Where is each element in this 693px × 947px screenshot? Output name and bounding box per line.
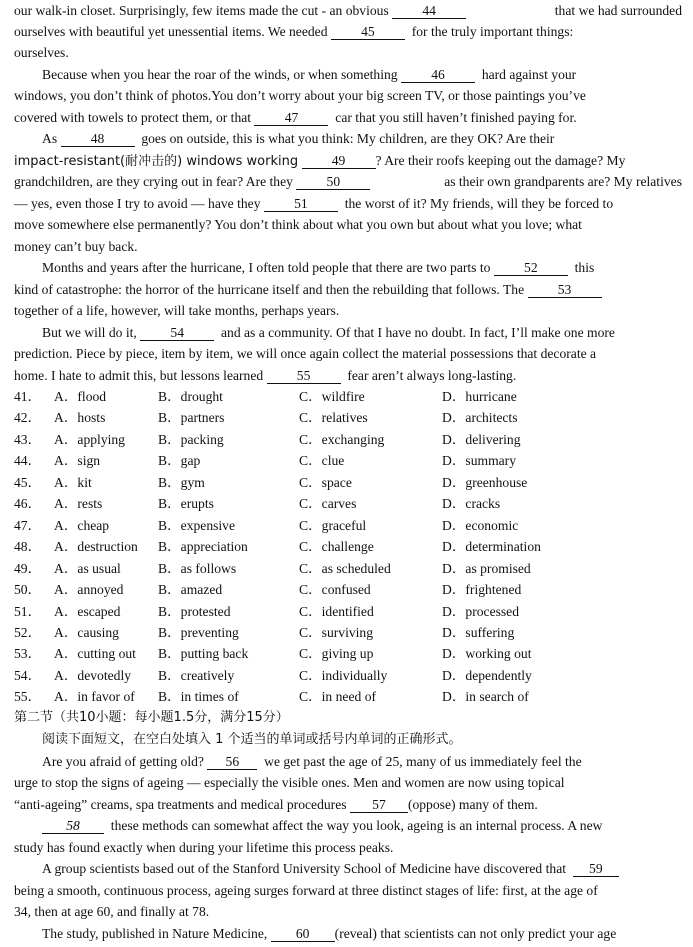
passage-line: — yes, even those I try to avoid — have they 51 the worst of it? My friends, will they be forced to [14, 196, 614, 211]
blank-47: 47 [254, 110, 328, 126]
option-a: A．cutting out [54, 646, 136, 662]
option-c: C．individually [299, 667, 388, 683]
option-d: D．processed [442, 603, 520, 619]
passage-line: “anti-ageing” creams, spa treatments and medical procedures 57 (oppose) many of them. [14, 797, 538, 812]
blank-57: 57 [350, 797, 408, 813]
option-d: D．determination [442, 539, 541, 555]
blank-58: 58 [42, 818, 104, 834]
option-d: D．frightened [442, 582, 522, 598]
option-a: A．rests [54, 496, 103, 512]
option-d: D．delivering [442, 431, 521, 447]
option-a: A．escaped [54, 603, 121, 619]
option-c: C．identified [299, 603, 374, 619]
option-b: B．in times of [158, 689, 239, 705]
option-b: B．expensive [158, 517, 236, 533]
option-b: B．appreciation [158, 539, 248, 555]
section-heading: 第二节（共10小题：每小题1.5分，满分15分） [14, 710, 289, 725]
question-number: 48． [14, 539, 42, 555]
option-c: C．relatives [299, 410, 368, 426]
option-b: B．drought [158, 389, 223, 404]
passage-line: urge to stop the signs of ageing — especially the visible ones. Men and women are now using topical [14, 775, 565, 790]
option-b: B．putting back [158, 646, 249, 662]
option-d: D．economic [442, 517, 519, 533]
option-row [14, 386, 686, 408]
blank-51: 51 [264, 196, 338, 212]
option-d: D．dependently [442, 667, 532, 683]
option-a: A．kit [54, 474, 92, 490]
option-c: C．surviving [299, 624, 374, 640]
option-b: B．as follows [158, 560, 237, 576]
option-row [14, 686, 686, 708]
blank-44: 44 [392, 3, 466, 19]
option-b: B．partners [158, 410, 225, 426]
option-d: D．cracks [442, 496, 501, 512]
passage-line: grandchildren, are they crying out in fear? Are they 50 as their own grandparents are? My relatives [14, 174, 682, 189]
passage-line: A group scientists based out of the Stanford University School of Medicine have discovered that 59 [14, 858, 619, 879]
question-number: 53． [14, 646, 42, 662]
option-d: D．hurricane [442, 389, 517, 404]
option-row [14, 472, 686, 494]
option-b: B．amazed [158, 582, 223, 598]
question-number: 41． [14, 389, 42, 404]
option-row [14, 622, 686, 644]
option-a: A．sign [54, 453, 101, 469]
option-b: B．erupts [158, 496, 214, 512]
option-row [14, 601, 686, 623]
question-number: 55． [14, 689, 42, 705]
option-row [14, 643, 686, 665]
passage-line: 58 these methods can somewhat affect the way you look, ageing is an internal process. A new [14, 815, 602, 836]
blank-49: 49 [302, 153, 376, 169]
option-c: C．as scheduled [299, 560, 391, 576]
question-number: 46． [14, 496, 42, 512]
option-c: C．clue [299, 453, 345, 469]
option-b: B．gym [158, 474, 205, 490]
option-a: A．devotedly [54, 667, 132, 683]
passage-line: But we will do it, 54 and as a community. Of that I have no doubt. In fact, I’ll make one more [42, 325, 615, 340]
blank-56: 56 [207, 754, 257, 770]
option-a: A．annoyed [54, 582, 124, 598]
blank-60: 60 [271, 926, 335, 942]
blank-52: 52 [494, 260, 568, 276]
option-b: B．gap [158, 453, 201, 469]
option-c: C．giving up [299, 646, 374, 662]
question-number: 49． [14, 560, 42, 576]
option-d: D．working out [442, 646, 532, 662]
blank-59: 59 [573, 861, 619, 877]
option-a: A．as usual [54, 560, 121, 576]
option-d: D．summary [442, 453, 517, 469]
passage-line: Months and years after the hurricane, I often told people that there are two parts to 52 this [42, 260, 595, 275]
blank-55: 55 [267, 368, 341, 384]
question-number: 52． [14, 624, 42, 640]
passage-line: 34, then at age 60, and finally at 78. [14, 904, 210, 919]
option-row [14, 407, 686, 429]
passage-line: As 48 goes on outside, this is what you think: My children, are they OK? Are their [42, 131, 555, 146]
question-number: 50． [14, 582, 42, 598]
blank-50: 50 [296, 174, 370, 190]
option-d: D．architects [442, 410, 518, 426]
option-row [14, 665, 686, 687]
passage-line: The study, published in Nature Medicine, 60 (reveal) that scientists can not only predict your age [42, 926, 617, 941]
section-instruction: 阅读下面短文，在空白处填入 1 个适当的单词或括号内单词的正确形式。 [42, 732, 462, 747]
option-b: B．protested [158, 603, 231, 619]
option-a: A．hosts [54, 410, 106, 426]
option-row [14, 493, 686, 515]
option-c: C．challenge [299, 539, 374, 555]
passage-line: covered with towels to protect them, or that 47 car that you still haven’t finished paying for. [14, 110, 577, 125]
question-number: 44． [14, 453, 42, 469]
passage-line: prediction. Piece by piece, item by item, we will once again collect the material possessions that decorate a [14, 346, 597, 361]
passage-line: together of a life, however, will take months, perhaps years. [14, 303, 340, 318]
blank-48: 48 [61, 131, 135, 147]
passage-line: move somewhere else permanently? You don’t think about what you own but about what you love; what [14, 217, 582, 232]
option-row [14, 515, 686, 537]
question-number: 42． [14, 410, 42, 426]
passage-line: kind of catastrophe: the horror of the hurricane itself and then the rebuilding that follows. The 53 [14, 279, 602, 300]
passage-line: study has found exactly when during your lifetime this process peaks. [14, 840, 394, 855]
option-row [14, 558, 686, 580]
option-a: A．causing [54, 624, 119, 640]
option-row [14, 450, 686, 472]
passage-line: impact-resistant(耐冲击的) windows working 49 ? Are their roofs keeping out the damage? My [14, 153, 626, 169]
passage-line: money can’t buy back. [14, 239, 138, 254]
passage-line: Are you afraid of getting old? 56 we get past the age of 25, many of us immediately feel the [42, 754, 582, 769]
option-a: A．cheap [54, 517, 110, 533]
option-c: C．in need of [299, 689, 377, 705]
option-a: A．applying [54, 431, 125, 447]
option-c: C．wildfire [299, 389, 365, 404]
passage-line: ourselves with beautiful yet unessential items. We needed 45 for the truly important things: [14, 24, 574, 39]
passage-line: Because when you hear the roar of the winds, or when something 46 hard against your [42, 67, 577, 82]
option-b: B．preventing [158, 624, 239, 640]
option-c: C．confused [299, 582, 371, 598]
passage-line: our walk-in closet. Surprisingly, few items made the cut - an obvious 44 that we had surrounded [14, 3, 682, 18]
option-row [14, 429, 686, 451]
question-number: 51． [14, 603, 42, 619]
option-a: A．flood [54, 389, 107, 404]
passage-line: home. I hate to admit this, but lessons learned 55 fear aren’t always long-lasting. [14, 368, 517, 383]
option-d: D．in search of [442, 689, 529, 705]
passage-line: being a smooth, continuous process, ageing surges forward at three distinct stages of life: first, at the age of [14, 883, 598, 898]
option-row [14, 536, 686, 558]
option-b: B．creatively [158, 667, 235, 683]
option-row [14, 579, 686, 601]
option-d: D．greenhouse [442, 474, 528, 490]
question-number: 54． [14, 667, 42, 683]
option-b: B．packing [158, 431, 224, 447]
option-c: C．exchanging [299, 431, 385, 447]
option-c: C．graceful [299, 517, 367, 533]
question-number: 45． [14, 474, 42, 490]
passage-line: ourselves. [14, 45, 69, 60]
option-a: A．destruction [54, 539, 138, 555]
blank-54: 54 [140, 325, 214, 341]
blank-53: 53 [528, 282, 602, 298]
question-number: 47． [14, 517, 42, 533]
option-c: C．carves [299, 496, 357, 512]
option-a: A．in favor of [54, 689, 135, 705]
question-number: 43． [14, 431, 42, 447]
passage-line: windows, you don’t think of photos.You don’t worry about your big screen TV, or those paintings you’ve [14, 88, 586, 103]
blank-45: 45 [331, 24, 405, 40]
blank-46: 46 [401, 67, 475, 83]
option-d: D．suffering [442, 624, 515, 640]
option-d: D．as promised [442, 560, 531, 576]
option-c: C．space [299, 474, 352, 490]
